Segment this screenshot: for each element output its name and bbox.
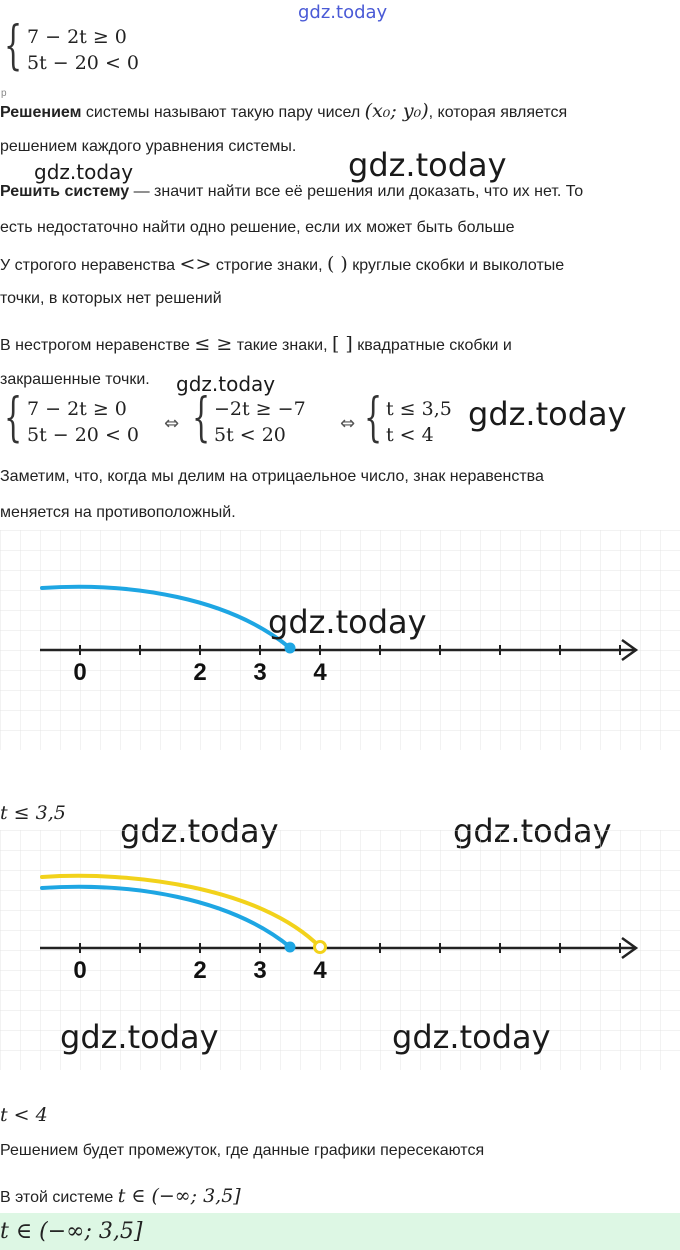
strict-text-2: строгие знаки, — [211, 257, 327, 274]
definition-term: Решением — [0, 104, 82, 121]
watermark: gdz.today — [468, 395, 627, 433]
intersection-paragraph: Решением будет промежуток, где данные графики пересекаются — [0, 1142, 485, 1159]
system-1-line-2: 5t − 20 < 0 — [27, 52, 139, 74]
solve-paragraph-line-2: есть недостаточно найти одно решение, если их может быть больше — [0, 219, 515, 236]
definition-tail: , которая является — [428, 104, 568, 121]
strict-paragraph-line-2: точки, в которых нет решений — [0, 290, 222, 307]
system-2-a-line-2: 5t − 20 < 0 — [27, 424, 139, 446]
watermark-top: gdz.today — [298, 2, 388, 23]
nonstrict-signs: ≤ ≥ — [194, 333, 233, 355]
note-paragraph-line-2: меняется на противоположный. — [0, 504, 236, 521]
system-result-text: В этой системе — [0, 1189, 118, 1206]
tick-label: 2 — [193, 659, 207, 686]
closed-point-marker — [285, 643, 296, 654]
note-paragraph-line-1: Заметим, что, когда мы делим на отрицаельное число, знак неравенства — [0, 468, 544, 485]
tick-label: 4 — [313, 659, 327, 686]
watermark: gdz.today — [60, 1018, 219, 1056]
watermark: gdz.today — [348, 146, 507, 184]
answer-box — [0, 1213, 680, 1250]
answer-math: t ∈ (−∞; 3,5] — [0, 1219, 143, 1244]
solve-paragraph-line-1 — [0, 182, 583, 202]
watermark: gdz.today — [176, 372, 276, 396]
tick-label: 3 — [253, 659, 267, 686]
number-line-graph-1 — [0, 530, 680, 750]
watermark: gdz.today — [268, 603, 427, 641]
strict-text-3: круглые скобки и выколотые — [347, 257, 565, 274]
nonstrict-text-3: квадратные скобки и — [352, 337, 512, 354]
nonstrict-text-2: такие знаки, — [232, 337, 332, 354]
open-point-marker — [315, 942, 326, 953]
system-result-math: t ∈ (−∞; 3,5] — [117, 1185, 241, 1207]
system-2-b-line-1: −2t ≥ −7 — [214, 398, 306, 420]
system-2-b-line-2: 5t < 20 — [214, 424, 286, 446]
definition-paragraph-line-1 — [0, 101, 567, 123]
tick-label: 0 — [73, 957, 87, 984]
nonstrict-paragraph-line-2: закрашенные точки. — [0, 371, 150, 388]
watermark: gdz.today — [34, 160, 134, 184]
system-2-c-line-1: t ≤ 3,5 — [386, 398, 452, 420]
equivalence-icon: ⇔ — [164, 413, 180, 434]
tick-label: 3 — [253, 957, 267, 984]
brace: { — [4, 388, 23, 448]
square-brackets: [ ] — [331, 333, 353, 355]
system-1-line-1: 7 − 2t ≥ 0 — [27, 26, 127, 48]
stray-char: р — [1, 88, 7, 99]
brace: { — [4, 16, 23, 76]
system-2-a-line-1: 7 − 2t ≥ 0 — [27, 398, 127, 420]
pair-math: (x₀; y₀) — [364, 100, 429, 122]
system-2-c-line-2: t < 4 — [386, 424, 434, 446]
nonstrict-text-1: В нестрогом неравенстве — [0, 337, 195, 354]
definition-text: системы называют такую пару чисел — [81, 104, 365, 121]
tick-label: 0 — [73, 659, 87, 686]
caption-inequality-2: t < 4 — [0, 1104, 48, 1126]
number-line-graph-2 — [0, 830, 680, 1070]
tick-label: 2 — [193, 957, 207, 984]
tick-label: 4 — [313, 957, 327, 984]
watermark: gdz.today — [392, 1018, 551, 1056]
round-brackets: ( ) — [326, 253, 348, 275]
definition-paragraph-line-2: решением каждого уравнения системы. — [0, 138, 297, 155]
system-result-line — [0, 1186, 241, 1208]
brace: { — [192, 388, 211, 448]
solve-term: Решить систему — [0, 183, 130, 200]
strict-text-1: У строгого неравенства — [0, 257, 180, 274]
solve-text: — значит найти все её решения или доказать, что их нет. То — [129, 183, 584, 200]
strict-paragraph-line-1 — [0, 254, 564, 276]
brace: { — [364, 388, 383, 448]
nonstrict-paragraph-line-1 — [0, 334, 512, 356]
equivalence-icon: ⇔ — [340, 413, 356, 434]
closed-point-marker — [285, 942, 296, 953]
strict-signs: <> — [179, 253, 212, 275]
caption-inequality-1: t ≤ 3,5 — [0, 802, 66, 824]
